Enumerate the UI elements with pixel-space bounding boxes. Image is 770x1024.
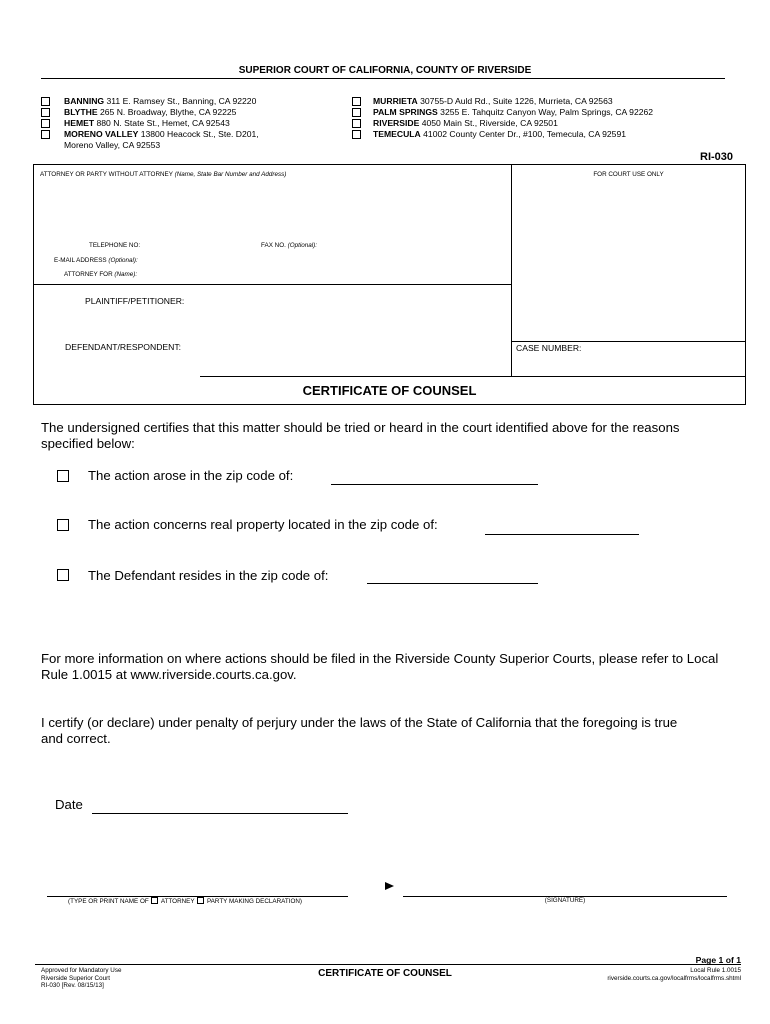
date-label: Date: [55, 797, 83, 812]
location-hemet: HEMET 880 N. State St., Hemet, CA 92543: [64, 118, 230, 128]
signature-label: (SIGNATURE): [544, 897, 586, 904]
court-title: SUPERIOR COURT OF CALIFORNIA, COUNTY OF RIVERSIDE: [238, 65, 532, 76]
checkbox-party[interactable]: [197, 897, 204, 904]
printed-name-label: (TYPE OR PRINT NAME OF ATTORNEY PARTY MAKING DECLARATION): [68, 898, 303, 905]
option-zip-defendant: The Defendant resides in the zip code of:: [88, 568, 329, 583]
checkbox-riverside[interactable]: [352, 119, 361, 128]
checkbox-temecula[interactable]: [352, 130, 361, 139]
footer-rule: [35, 964, 741, 965]
info-text: For more information on where actions should be filed in the Riverside County Superior Courts, please refer to Local Rule 1.0015 at www.riverside.courts.ca.gov.: [41, 651, 719, 682]
checkbox-murrieta[interactable]: [352, 97, 361, 106]
attorney-name-field[interactable]: [38, 182, 506, 238]
plaintiff-field[interactable]: [200, 292, 505, 308]
checkbox-palm-springs[interactable]: [352, 108, 361, 117]
checkbox-banning[interactable]: [41, 97, 50, 106]
zip-defendant-field[interactable]: [367, 583, 538, 584]
zip-property-field[interactable]: [485, 534, 639, 535]
option-zip-property: The action concerns real property located in the zip code of:: [88, 517, 438, 532]
telephone-field[interactable]: [152, 240, 252, 250]
location-palm-springs: PALM SPRINGS 3255 E. Tahquitz Canyon Way, Palm Springs, CA 92262: [373, 107, 654, 117]
location-moreno-valley: MORENO VALLEY 13800 Heacock St., Ste. D201, Moreno Valley, CA 92553: [64, 129, 259, 150]
court-use-label: FOR COURT USE ONLY: [593, 171, 664, 178]
case-number-field[interactable]: [516, 355, 741, 373]
intro-text: The undersigned certifies that this matter should be tried or heard in the court identified above for the reasons specified below:: [41, 420, 680, 451]
checkbox-blythe[interactable]: [41, 108, 50, 117]
certify-text: I certify (or declare) under penalty of perjury under the laws of the State of California that the foregoing is true and correct.: [41, 715, 678, 746]
footer-rule-ref: Local Rule 1.0015: [690, 967, 741, 974]
plaintiff-label: PLAINTIFF/PETITIONER:: [85, 296, 185, 306]
option-zip-arose: The action arose in the zip code of:: [88, 468, 294, 483]
attorney-section-bottom: [33, 284, 511, 285]
location-riverside: RIVERSIDE 4050 Main St., Riverside, CA 92501: [373, 118, 558, 128]
email-field[interactable]: [136, 255, 506, 265]
attorney-for-label: ATTORNEY FOR (Name):: [64, 271, 138, 278]
checkbox-zip-property[interactable]: [57, 519, 69, 531]
checkbox-zip-arose[interactable]: [57, 470, 69, 482]
checkbox-attorney[interactable]: [151, 897, 158, 904]
footer-url[interactable]: riverside.courts.ca.gov/localfrms/localfrms.shtml: [607, 975, 741, 982]
location-banning: BANNING 311 E. Ramsey St., Banning, CA 92220: [64, 96, 257, 106]
checkbox-hemet[interactable]: [41, 119, 50, 128]
email-label: E-MAIL ADDRESS (Optional):: [54, 257, 138, 264]
defendant-label: DEFENDANT/RESPONDENT:: [65, 342, 182, 352]
footer-title: CERTIFICATE OF COUNSEL: [318, 968, 452, 979]
fax-label: FAX NO. (Optional):: [261, 242, 317, 249]
location-blythe: BLYTHE 265 N. Broadway, Blythe, CA 92225: [64, 107, 237, 117]
form-title: CERTIFICATE OF COUNSEL: [302, 383, 477, 398]
defendant-field[interactable]: [200, 338, 505, 354]
zip-arose-field[interactable]: [331, 484, 538, 485]
signature-arrow-icon: [385, 882, 394, 890]
court-use-divider: [511, 164, 512, 376]
header-rule: [41, 78, 725, 79]
approval-block: Approved for Mandatory Use Riverside Superior Court RI-030 [Rev. 08/15/13]: [41, 967, 122, 989]
checkbox-moreno-valley[interactable]: [41, 130, 50, 139]
page-number: Page 1 of 1: [695, 955, 741, 965]
location-murrieta: MURRIETA 30755-D Auld Rd., Suite 1226, Murrieta, CA 92563: [373, 96, 613, 106]
location-temecula: TEMECULA 41002 County Center Dr., #100, Temecula, CA 92591: [373, 129, 627, 139]
date-field[interactable]: [92, 813, 348, 814]
telephone-label: TELEPHONE NO:: [89, 242, 141, 249]
form-number: RI-030: [700, 151, 734, 163]
fax-field[interactable]: [326, 240, 506, 250]
case-number-top: [511, 341, 746, 342]
attorney-for-field[interactable]: [150, 269, 506, 279]
checkbox-zip-defendant[interactable]: [57, 569, 69, 581]
case-number-label: CASE NUMBER:: [516, 343, 582, 353]
attorney-label: ATTORNEY OR PARTY WITHOUT ATTORNEY (Name, State Bar Number and Address): [40, 171, 287, 178]
parties-bottom: [200, 376, 746, 377]
